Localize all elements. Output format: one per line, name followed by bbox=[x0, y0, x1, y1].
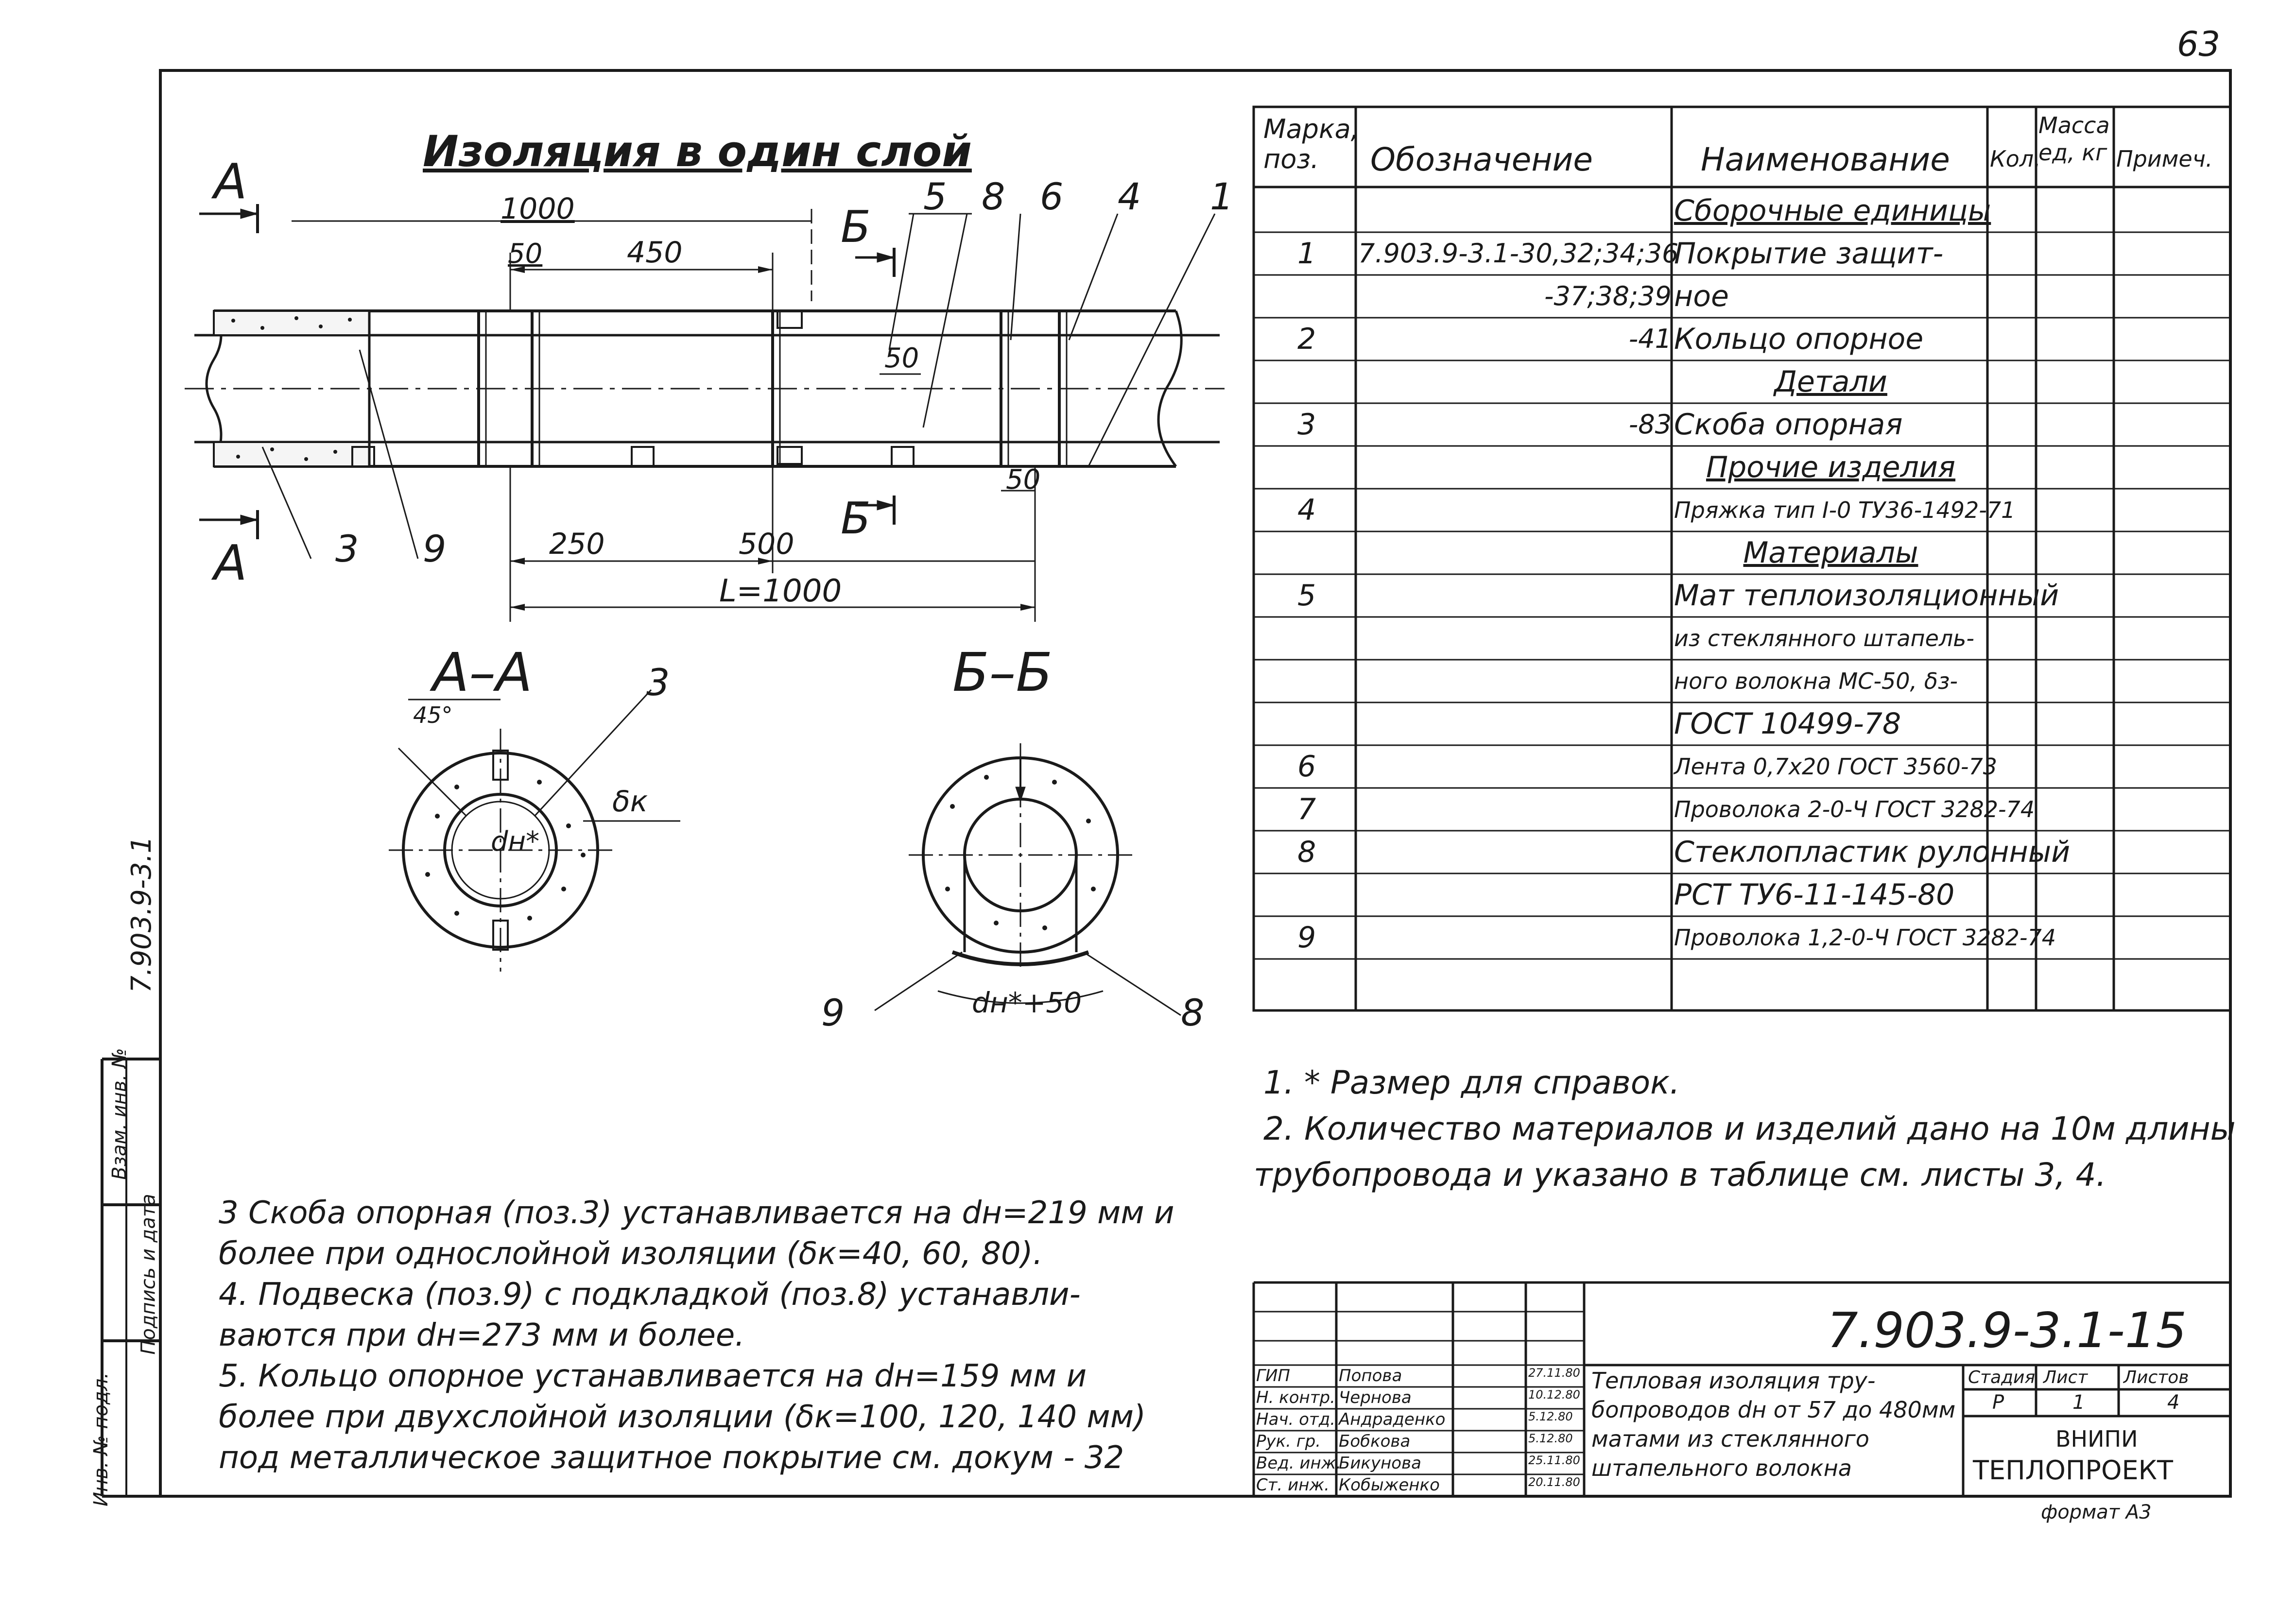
spec-cell-mark bbox=[1297, 275, 1346, 318]
spec-cell-designation bbox=[1358, 660, 1672, 702]
section-b-top-label: Б bbox=[841, 202, 871, 253]
spec-cell-designation bbox=[1358, 831, 1672, 873]
section-bb-dim: dн*+50 bbox=[972, 986, 1082, 1019]
spec-row bbox=[1254, 831, 2230, 873]
spec-cell-mark bbox=[1297, 360, 1346, 403]
signature-role: Нач. отд. bbox=[1256, 1410, 1336, 1429]
spec-row bbox=[1254, 360, 2230, 403]
signature-date: 5.12.80 bbox=[1528, 1432, 1573, 1445]
note-right-line: 1. * Размер для справок. bbox=[1263, 1064, 1680, 1101]
dim-500: 500 bbox=[739, 527, 794, 561]
title-line: Тепловая изоляция тру- bbox=[1591, 1368, 1876, 1394]
note-right-line: 2. Количество материалов и изделий дано на 10м длины bbox=[1263, 1110, 2236, 1147]
spec-cell-designation: -83 bbox=[1628, 409, 1672, 440]
signature-role: Рук. гр. bbox=[1256, 1432, 1321, 1451]
dim-450: 450 bbox=[627, 236, 683, 270]
section-bb-callout-9: 9 bbox=[821, 991, 845, 1034]
signature-date: 25.11.80 bbox=[1528, 1453, 1580, 1467]
spec-cell-name: ГОСТ 10499-78 bbox=[1674, 707, 1901, 741]
callout-8: 8 bbox=[982, 175, 1005, 218]
spec-cell-designation: -41 bbox=[1628, 324, 1672, 354]
spec-cell-designation bbox=[1358, 916, 1672, 959]
callout-1: 1 bbox=[1210, 175, 1234, 218]
signature-name: Кобыженко bbox=[1339, 1475, 1440, 1495]
title-line: бопроводов dн от 57 до 480мм bbox=[1591, 1397, 1956, 1423]
spec-section-heading: Прочие изделия bbox=[1706, 450, 1956, 484]
spec-cell-designation bbox=[1358, 574, 1672, 617]
spec-cell-designation bbox=[1358, 873, 1672, 916]
spec-cell-name: Скоба опорная bbox=[1674, 408, 1903, 442]
spec-cell-designation bbox=[1358, 489, 1672, 531]
dim-1000-top: 1000 bbox=[501, 192, 575, 226]
spec-cell-name: Кольцо опорное bbox=[1674, 322, 1924, 356]
signature-role: Ст. инж. bbox=[1256, 1475, 1329, 1495]
signature-date: 5.12.80 bbox=[1528, 1410, 1573, 1423]
signature-name: Попова bbox=[1339, 1366, 1402, 1385]
header-qty: Кол. bbox=[1990, 146, 2041, 172]
title-line: штапельного волокна bbox=[1591, 1455, 1852, 1481]
spec-cell-mark: 1 bbox=[1297, 237, 1316, 271]
signature-name: Бобкова bbox=[1339, 1432, 1411, 1451]
spec-section-heading: Детали bbox=[1774, 365, 1887, 399]
spec-row bbox=[1254, 318, 2230, 360]
spec-cell-mark bbox=[1297, 617, 1346, 660]
section-bb bbox=[875, 743, 1181, 1015]
spec-cell-mark: 2 bbox=[1297, 322, 1316, 356]
spec-cell-mark: 7 bbox=[1297, 792, 1316, 826]
side-label-inv: Инв. № подл. bbox=[89, 1372, 112, 1506]
signature-date: 27.11.80 bbox=[1528, 1366, 1580, 1380]
sheet-value: 1 bbox=[2072, 1391, 2085, 1414]
side-label-sign: Подпись и дата bbox=[137, 1194, 160, 1355]
spec-cell-designation bbox=[1358, 360, 1672, 403]
section-aa-delta: δк bbox=[612, 785, 648, 819]
spec-cell-mark: 4 bbox=[1297, 493, 1316, 527]
spec-row bbox=[1254, 232, 2230, 275]
spec-row bbox=[1254, 189, 2230, 232]
callout-4: 4 bbox=[1118, 175, 1141, 218]
note-left-line: более при двухслойной изоляции (δк=100, 120, 140 мм) bbox=[219, 1399, 1146, 1435]
spec-cell-name: ного волокна МС-50, δз- bbox=[1674, 668, 1958, 694]
spec-cell-designation bbox=[1358, 617, 1672, 660]
corner-mark: 63 bbox=[2177, 24, 2221, 64]
signature-name: Чернова bbox=[1339, 1388, 1412, 1407]
signature-role: Вед. инж. bbox=[1256, 1453, 1342, 1473]
signature-name: Андраденко bbox=[1339, 1410, 1446, 1429]
side-doc-ref: 7.903.9-3.1 bbox=[126, 836, 158, 993]
stage-value: Р bbox=[1992, 1391, 2004, 1414]
spec-row bbox=[1254, 873, 2230, 916]
stage-label: Стадия bbox=[1968, 1368, 2036, 1387]
note-left-line: ваются при dн=273 мм и более. bbox=[219, 1317, 745, 1353]
spec-cell-designation bbox=[1358, 788, 1672, 831]
signature-date: 20.11.80 bbox=[1528, 1475, 1580, 1489]
spec-row bbox=[1254, 916, 2230, 959]
spec-cell-name: Покрытие защит- bbox=[1674, 237, 1944, 271]
note-left-line: 4. Подвеска (поз.9) с подкладкой (поз.8) устанавли- bbox=[219, 1277, 1081, 1313]
header-mass: Масса ед, кг bbox=[2038, 112, 2110, 166]
note-left-line: 5. Кольцо опорное устанавливается на dн=159 мм и bbox=[219, 1358, 1087, 1394]
drawing-title: Изоляция в один слой bbox=[423, 126, 972, 176]
spec-section-heading: Материалы bbox=[1743, 536, 1918, 570]
spec-cell-mark bbox=[1297, 446, 1346, 489]
signature-role: ГИП bbox=[1256, 1366, 1290, 1385]
spec-cell-designation bbox=[1358, 702, 1672, 745]
spec-cell-mark bbox=[1297, 189, 1346, 232]
spec-cell-mark bbox=[1297, 660, 1346, 702]
spec-row bbox=[1254, 617, 2230, 660]
note-left-line: под металлическое защитное покрытие см. докум - 32 bbox=[219, 1440, 1124, 1476]
dim-50-left: 50 bbox=[508, 238, 543, 270]
spec-row bbox=[1254, 275, 2230, 318]
section-aa-dn: dн* bbox=[491, 826, 540, 857]
side-label-vzam: Взам. инв. № bbox=[108, 1048, 131, 1180]
spec-row bbox=[1254, 702, 2230, 745]
section-aa-callout: 3 bbox=[646, 661, 670, 704]
note-left-line: более при однослойной изоляции (δк=40, 60, 80). bbox=[219, 1236, 1043, 1272]
spec-cell-mark: 3 bbox=[1297, 408, 1316, 442]
spec-cell-designation: 7.903.9-3.1-30,32;34;36 bbox=[1358, 238, 1679, 269]
header-designation: Обозначение bbox=[1370, 141, 1593, 178]
spec-section-heading: Сборочные единицы bbox=[1674, 194, 1991, 228]
callout-5: 5 bbox=[923, 175, 947, 218]
org-line-1: ВНИПИ bbox=[2055, 1426, 2138, 1452]
spec-cell-designation: -37;38;39 bbox=[1544, 281, 1672, 311]
header-name: Наименование bbox=[1701, 141, 1950, 178]
spec-cell-mark: 6 bbox=[1297, 750, 1316, 784]
section-b-bottom-label: Б bbox=[841, 493, 871, 544]
spec-cell-name: Стеклопластик рулонный bbox=[1674, 835, 2071, 869]
dim-50-right: 50 bbox=[1006, 464, 1041, 496]
spec-cell-name: Мат теплоизоляционный bbox=[1674, 579, 2059, 613]
spec-row bbox=[1254, 660, 2230, 702]
section-a-bottom-label: А bbox=[214, 534, 247, 591]
spec-cell-designation bbox=[1358, 189, 1672, 232]
section-aa-angle: 45° bbox=[413, 702, 453, 728]
spec-cell-mark: 5 bbox=[1297, 579, 1316, 613]
spec-row bbox=[1254, 489, 2230, 531]
signature-role: Н. контр. bbox=[1256, 1388, 1335, 1407]
spec-row bbox=[1254, 531, 2230, 574]
section-aa-title: А–А bbox=[432, 641, 533, 703]
spec-row bbox=[1254, 403, 2230, 446]
callout-9: 9 bbox=[423, 527, 447, 570]
spec-row bbox=[1254, 446, 2230, 489]
spec-cell-mark bbox=[1297, 702, 1346, 745]
sheet-label: Лист bbox=[2043, 1368, 2088, 1387]
spec-cell-mark bbox=[1297, 873, 1346, 916]
sheets-label: Листов bbox=[2123, 1368, 2189, 1387]
section-a-top-label: А bbox=[214, 153, 247, 210]
header-mark: Марка, поз. bbox=[1263, 114, 1359, 174]
spec-cell-name: Пряжка тип I-0 ТУ36-1492-71 bbox=[1674, 497, 2016, 523]
section-bb-callout-8: 8 bbox=[1181, 991, 1205, 1034]
header-note: Примеч. bbox=[2116, 146, 2213, 172]
org-line-2: ТЕПЛОПРОЕКТ bbox=[1973, 1455, 2173, 1486]
format-note: формат А3 bbox=[2041, 1501, 2152, 1523]
spec-cell-mark bbox=[1297, 531, 1346, 574]
spec-cell-name: из стеклянного штапель- bbox=[1674, 625, 1975, 651]
signature-date: 10.12.80 bbox=[1528, 1388, 1580, 1402]
spec-cell-name: Проволока 2-0-Ч ГОСТ 3282-74 bbox=[1674, 796, 2035, 822]
spec-cell-mark: 8 bbox=[1297, 835, 1316, 869]
note-left-line: 3 Скоба опорная (поз.3) устанавливается на dн=219 мм и bbox=[219, 1195, 1174, 1231]
signature-name: Бикунова bbox=[1339, 1453, 1421, 1473]
dim-length: L=1000 bbox=[719, 573, 842, 609]
spec-cell-name: Проволока 1,2-0-Ч ГОСТ 3282-74 bbox=[1674, 924, 2056, 951]
spec-row bbox=[1254, 745, 2230, 788]
spec-cell-mark: 9 bbox=[1297, 921, 1316, 955]
spec-cell-designation bbox=[1358, 446, 1672, 489]
spec-cell-name: ное bbox=[1674, 279, 1729, 313]
spec-cell-designation bbox=[1358, 531, 1672, 574]
spec-row bbox=[1254, 574, 2230, 617]
spec-row bbox=[1254, 788, 2230, 831]
note-right-line: трубопровода и указано в таблице см. листы 3, 4. bbox=[1254, 1156, 2106, 1194]
callout-3: 3 bbox=[335, 527, 359, 570]
title-line: матами из стеклянного bbox=[1591, 1426, 1869, 1452]
dim-50-mid: 50 bbox=[884, 342, 919, 374]
spec-cell-name: РСТ ТУ6-11-145-80 bbox=[1674, 878, 1955, 912]
spec-cell-designation bbox=[1358, 745, 1672, 788]
dim-250: 250 bbox=[549, 527, 605, 561]
callout-6: 6 bbox=[1040, 175, 1064, 218]
doc-number: 7.903.9-3.1-15 bbox=[1827, 1302, 2187, 1359]
sheets-value: 4 bbox=[2167, 1391, 2180, 1414]
spec-cell-name: Лента 0,7х20 ГОСТ 3560-73 bbox=[1674, 753, 1997, 780]
section-bb-title: Б–Б bbox=[952, 641, 1053, 703]
